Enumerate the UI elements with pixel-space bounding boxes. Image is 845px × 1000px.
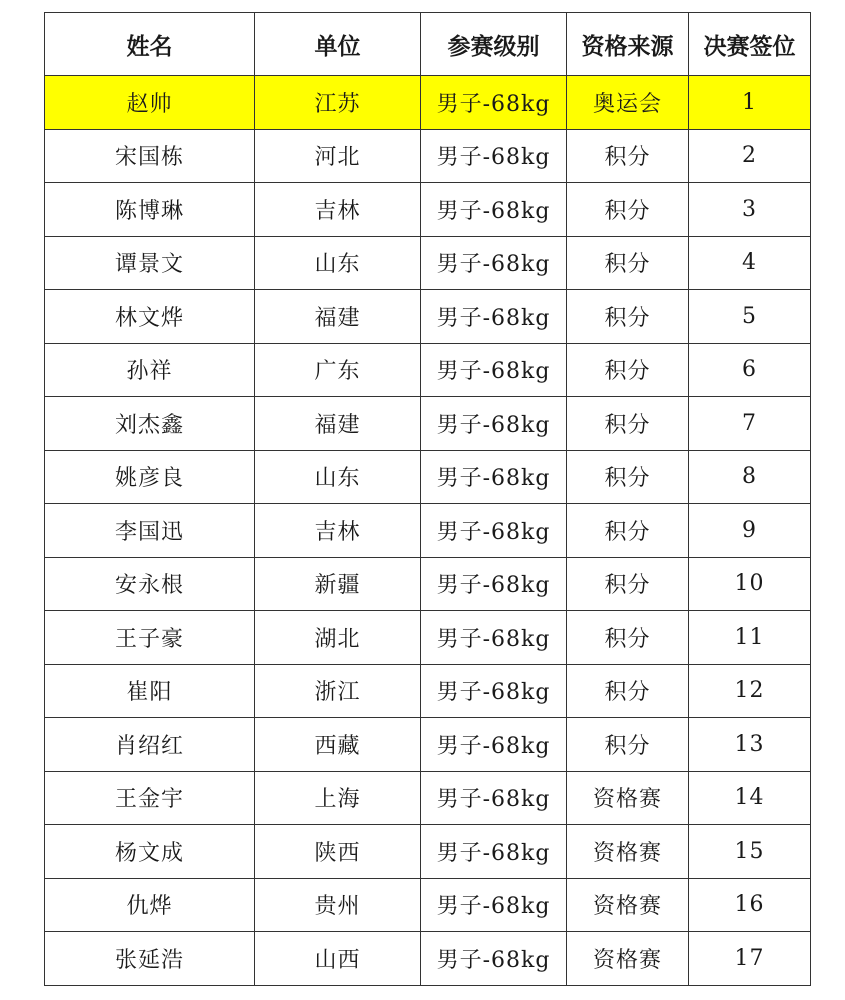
cell-qualification-source: 积分 [567,611,689,665]
table-row [45,771,811,825]
table-row [45,504,811,558]
cell-unit: 河北 [255,129,421,183]
table-row [45,825,811,879]
table-row [45,878,811,932]
table-row [45,932,811,986]
header-final-draw: 决赛签位 [689,13,811,76]
table-row [45,343,811,397]
cell-unit: 山西 [255,932,421,986]
cell-name: 刘杰鑫 [45,397,255,451]
cell-weight-class: 男子-68kg [421,664,567,718]
cell-qualification-source: 积分 [567,718,689,772]
cell-name: 肖绍红 [45,718,255,772]
cell-final-draw: 2 [689,129,811,183]
cell-weight-class: 男子-68kg [421,878,567,932]
header-qualification-source: 资格来源 [567,13,689,76]
cell-final-draw: 12 [689,664,811,718]
cell-unit: 福建 [255,290,421,344]
cell-unit: 广东 [255,343,421,397]
table-row [45,557,811,611]
cell-name: 崔阳 [45,664,255,718]
table-row [45,129,811,183]
cell-qualification-source: 资格赛 [567,825,689,879]
cell-name: 李国迅 [45,504,255,558]
cell-qualification-source: 积分 [567,183,689,237]
cell-final-draw: 8 [689,450,811,504]
cell-name: 孙祥 [45,343,255,397]
cell-weight-class: 男子-68kg [421,557,567,611]
cell-final-draw: 11 [689,611,811,665]
table-row [45,450,811,504]
cell-weight-class: 男子-68kg [421,236,567,290]
table-row [45,397,811,451]
cell-name: 陈博琳 [45,183,255,237]
header-unit: 单位 [255,13,421,76]
cell-unit: 陕西 [255,825,421,879]
cell-final-draw: 13 [689,718,811,772]
cell-final-draw: 7 [689,397,811,451]
cell-final-draw: 3 [689,183,811,237]
cell-unit: 上海 [255,771,421,825]
cell-final-draw: 6 [689,343,811,397]
cell-name: 王金宇 [45,771,255,825]
cell-weight-class: 男子-68kg [421,771,567,825]
cell-qualification-source: 积分 [567,236,689,290]
cell-unit: 浙江 [255,664,421,718]
cell-name: 安永根 [45,557,255,611]
header-weight-class: 参赛级别 [421,13,567,76]
cell-name: 王子豪 [45,611,255,665]
cell-name: 谭景文 [45,236,255,290]
cell-unit: 湖北 [255,611,421,665]
cell-weight-class: 男子-68kg [421,129,567,183]
cell-name: 张延浩 [45,932,255,986]
table-row [45,76,811,130]
cell-weight-class: 男子-68kg [421,183,567,237]
cell-unit: 新疆 [255,557,421,611]
cell-qualification-source: 积分 [567,129,689,183]
cell-qualification-source: 积分 [567,664,689,718]
cell-weight-class: 男子-68kg [421,504,567,558]
cell-qualification-source: 积分 [567,450,689,504]
cell-final-draw: 14 [689,771,811,825]
cell-name: 姚彦良 [45,450,255,504]
cell-final-draw: 15 [689,825,811,879]
cell-weight-class: 男子-68kg [421,825,567,879]
cell-unit: 山东 [255,236,421,290]
cell-qualification-source: 积分 [567,397,689,451]
table-row [45,183,811,237]
cell-weight-class: 男子-68kg [421,932,567,986]
header-row [45,13,811,76]
cell-unit: 山东 [255,450,421,504]
cell-weight-class: 男子-68kg [421,76,567,130]
cell-unit: 西藏 [255,718,421,772]
cell-name: 杨文成 [45,825,255,879]
cell-weight-class: 男子-68kg [421,611,567,665]
cell-qualification-source: 奥运会 [567,76,689,130]
cell-final-draw: 10 [689,557,811,611]
cell-name: 宋国栋 [45,129,255,183]
cell-final-draw: 9 [689,504,811,558]
table-row [45,236,811,290]
cell-final-draw: 17 [689,932,811,986]
cell-weight-class: 男子-68kg [421,397,567,451]
cell-name: 仇烨 [45,878,255,932]
cell-weight-class: 男子-68kg [421,343,567,397]
cell-final-draw: 5 [689,290,811,344]
header-name: 姓名 [45,13,255,76]
table-row [45,664,811,718]
cell-weight-class: 男子-68kg [421,450,567,504]
cell-name: 林文烨 [45,290,255,344]
table-row [45,718,811,772]
table-row [45,290,811,344]
cell-final-draw: 1 [689,76,811,130]
cell-unit: 江苏 [255,76,421,130]
cell-weight-class: 男子-68kg [421,290,567,344]
cell-qualification-source: 资格赛 [567,771,689,825]
athlete-draw-table [44,12,811,986]
cell-unit: 福建 [255,397,421,451]
cell-unit: 吉林 [255,504,421,558]
cell-qualification-source: 积分 [567,504,689,558]
cell-weight-class: 男子-68kg [421,718,567,772]
cell-qualification-source: 积分 [567,290,689,344]
table-row [45,611,811,665]
cell-qualification-source: 资格赛 [567,932,689,986]
cell-final-draw: 4 [689,236,811,290]
cell-qualification-source: 积分 [567,343,689,397]
cell-unit: 吉林 [255,183,421,237]
cell-name: 赵帅 [45,76,255,130]
table-body [45,76,811,986]
cell-final-draw: 16 [689,878,811,932]
cell-unit: 贵州 [255,878,421,932]
cell-qualification-source: 积分 [567,557,689,611]
cell-qualification-source: 资格赛 [567,878,689,932]
